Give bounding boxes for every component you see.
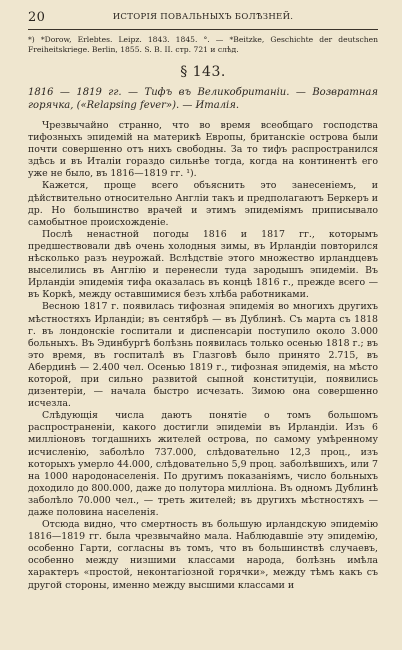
body-text — [28, 120, 378, 592]
paragraph: Чрезвычайно странно, что во время всеобщаго господства тифозныхъ эпидемій на материкѣ Европы, британскіе острова были почти совершенно отъ нихъ свободны. За то тифъ распространился здѣсь и въ Италіи гораздо сильнѣе тогда, когда на континентѣ его уже не было, въ 1816—1819 гг. ¹). — [28, 120, 378, 180]
paragraph: Послѣ ненастной погоды 1816 и 1817 гг., которымъ предшествовали двѣ очень холодныя зимы, въ Ирландіи повторился нѣсколько разъ неурожай. Вслѣдствіе этого множество ирландцевъ выселились въ Англію и перенесли туда зародышъ эпидеміи. Въ Ирландіи эпидемія тифа оказалась въ концѣ 1816 г., прежде всего — въ Коркѣ, между оставшимися безъ хлѣба работниками. — [28, 228, 378, 301]
running-title: ИСТОРІЯ ПОВАЛЬНЫХЪ БОЛѢЗНЕЙ. — [112, 12, 294, 22]
paragraph: Слѣдующія числа даютъ понятіе о томъ большомъ распространеніи, какого достигли эпидеміи въ Ирландіи. Изъ 6 милліоновъ тогдашнихъ жителей острова, по самому умѣренному исчисленію, заболѣло 737.000, слѣдовательно 12,3 проц., изъ которыхъ умерло 44.000, слѣдовательно 5,9 проц. заболѣвшихъ, или 7 на 1000 народонаселенія. По другимъ показаніямъ, число больныхъ доходило до 800.000, даже до полутора милліона. Въ одномъ Дублинѣ заболѣло 70.000 чел., — треть жителей; въ другихъ мѣстностяхъ — даже половина населенія. — [28, 410, 378, 518]
section-subtitle: 1816 — 1819 гг. — Тифъ въ Великобританіи. — Возвратная горячка, («Relapsing fever»). — Италія. — [28, 87, 378, 111]
section-number: § 143. — [180, 64, 226, 80]
footnote: *) *Dorow, Erlebtes. Leipz. 1843. 1845. °. — *Beitzke, Geschichte der deutschen Freiheitskriege. Berlin, 1855. S. B. II. стр. 721 и слѣд. — [28, 35, 378, 54]
paragraph: Весною 1817 г. появилась тифозная эпидемія во многихъ другихъ мѣстностяхъ Ирландіи; въ сентябрѣ — въ Дублинѣ. Съ марта съ 1818 г. въ лондонскіе госпитали и диспенсаріи поступило около 3.000 больныхъ. Въ Эдинбургѣ болѣзнь появилась только осенью 1818 г.; въ это время, въ госпиталѣ въ Глазговѣ было принято 2.715, въ Абердинѣ — 2.400 чел. Осенью 1819 г., тифозная эпидемія, на мѣсто которой, при сильно развитой сыпной конституціи, появились дизентеріи, — начала быстро исчезать. Зимою она совершенно исчезла. — [28, 301, 378, 410]
page-number: 20 — [28, 10, 46, 25]
paragraph: Кажется, проще всего объяснить это занесеніемъ, и дѣйствительно относительно Англіи такъ и предполагаютъ Беркеръ и др. Но большинство врачей и этимъ эпидеміямъ приписывало самобытное происхожденіе. — [28, 180, 378, 228]
paragraph: Отсюда видно, что смертность въ большую ирландскую эпидемію 1816—1819 гг. была чрезвычайно мала. Наблюдавшіе эту эпидемію, особенно Гарти, согласны въ томъ, что въ большинствѣ случаевъ, особенно между низшими классами народа, болѣзнь имѣла характеръ «простой, неконтагіозной горячки», между тѣмъ какъ съ другой стороны, именно между высшими классами и — [28, 519, 378, 591]
header-rule — [28, 29, 378, 30]
page-header — [28, 10, 378, 26]
